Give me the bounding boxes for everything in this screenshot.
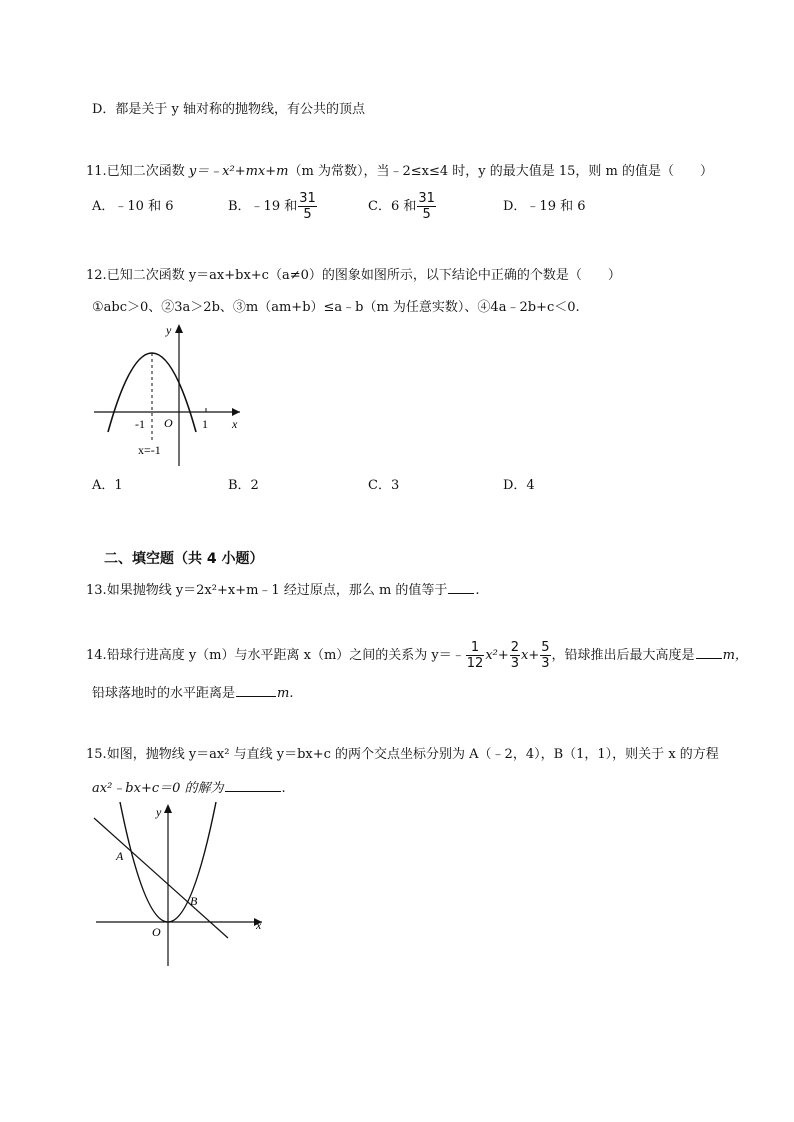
- fraction-denominator: 3: [541, 656, 550, 671]
- q13-number: 13.: [86, 583, 107, 598]
- section-title: 二、填空题（共 4 小题）: [104, 551, 264, 567]
- x-axis-label: x: [256, 918, 262, 932]
- q14-text-pre: 铅球行进高度 y（m）与水平距离 x（m）之间的关系为 y＝﹣: [106, 648, 465, 663]
- q15-text: 如图，抛物线 y＝ax² 与直线 y＝bx+c 的两个交点坐标分别为 A（﹣2，4），B（1，1），则关于 x 的方程: [106, 747, 719, 762]
- q13-answer-blank[interactable]: [448, 580, 474, 594]
- q11-option-d: D．﹣19 和 6: [503, 199, 586, 214]
- q14-answer-blank-2[interactable]: [236, 683, 276, 697]
- origin-label: O: [152, 925, 161, 939]
- q11-option-c-label: C．6 和: [368, 199, 417, 214]
- symmetry-note: x=-1: [138, 443, 161, 457]
- q14-term-2: x+: [521, 648, 540, 663]
- q14-fraction-1: [466, 640, 485, 671]
- fraction-numerator: 31: [418, 191, 435, 206]
- x-axis-arrow-icon: [232, 408, 240, 416]
- q14-line1: [86, 638, 748, 674]
- point-b-label: B: [190, 894, 198, 908]
- q12-conditions: ①abc＞0、②3a＞2b、③m（am+b）≤a﹣b（m 为任意实数）、④4a﹣2b+c＜0.: [92, 300, 580, 315]
- fraction-denominator: 3: [510, 656, 520, 671]
- q11-number: 11.: [86, 164, 107, 179]
- fraction-numerator: 1: [466, 640, 485, 656]
- tick-label-neg1: -1: [135, 417, 145, 431]
- q14-fraction-2: [510, 640, 520, 671]
- fraction-numerator: 2: [510, 640, 520, 655]
- y-axis-arrow-icon: [164, 804, 172, 813]
- q11-option-a: A．﹣10 和 6: [92, 199, 174, 214]
- q12-option-c: C．3: [368, 478, 400, 493]
- q12-stem: [86, 266, 621, 286]
- q11-expression: y＝﹣x²+mx+m: [188, 164, 289, 179]
- q15-equation: ax²﹣bx+c＝0 的解为: [92, 781, 224, 796]
- q11-option-b: [228, 190, 318, 224]
- q14-number: 14.: [86, 648, 107, 663]
- fraction-numerator: 5: [541, 640, 550, 655]
- tick-label-1: 1: [202, 417, 208, 431]
- q11-option-b-label: B．﹣19 和: [228, 199, 298, 214]
- q15-line2: [92, 778, 286, 799]
- point-a-label: A: [116, 849, 124, 863]
- q14-fraction-3: [540, 640, 550, 671]
- fraction-denominator: 5: [303, 207, 312, 222]
- q12-stem-text: 已知二次函数 y＝ax+bx+c（a≠0）的图象如图所示，以下结论中正确的个数是（ ）: [106, 268, 621, 283]
- q15-line1: [86, 745, 719, 765]
- q12-parabola-figure: [90, 320, 250, 470]
- q15-number: 15.: [86, 747, 107, 762]
- fraction-denominator: 5: [422, 207, 431, 222]
- fraction-numerator: 31: [299, 191, 316, 206]
- q10-option-d: D．都是关于 y 轴对称的抛物线，有公共的顶点: [92, 102, 366, 117]
- q13: [86, 580, 480, 601]
- q11-option-c: [368, 190, 437, 224]
- origin-label: O: [164, 416, 173, 430]
- q13-text-end: .: [475, 583, 480, 598]
- q12-option-a: A．1: [92, 478, 123, 493]
- q14-text-mid: ，铅球推出后最大高度是: [551, 648, 695, 663]
- y-axis-label: y: [166, 323, 172, 337]
- q12-number: 12.: [86, 268, 107, 283]
- q12-option-b: B．2: [228, 478, 259, 493]
- q15-text-end: .: [281, 781, 286, 796]
- q14-line2: [92, 683, 293, 704]
- fraction-denominator: 12: [466, 656, 484, 671]
- q11-stem-pre: 已知二次函数: [106, 164, 189, 179]
- y-axis-arrow-icon: [175, 324, 183, 333]
- q14-line2-text: 铅球落地时的水平距离是: [92, 686, 236, 701]
- q14-answer-blank-1[interactable]: [696, 645, 722, 659]
- y-axis-label: y: [156, 805, 162, 819]
- q14-unit-2: m.: [277, 686, 294, 701]
- q11-option-c-fraction: [417, 191, 436, 222]
- q11-stem-mid: （m 为常数），当﹣2≤x≤4 时，y 的最大值是 15，则 m 的值是（ ）: [288, 164, 713, 179]
- q11-stem: [86, 162, 713, 182]
- q12-option-d: D．4: [503, 478, 535, 493]
- q15-figure: [90, 798, 270, 970]
- q15-answer-blank[interactable]: [225, 778, 281, 792]
- q11-option-b-fraction: [298, 191, 317, 222]
- x-axis-label: x: [232, 417, 238, 431]
- q13-text: 如果抛物线 y＝2x²+x+m﹣1 经过原点，那么 m 的值等于: [106, 583, 448, 598]
- q14-unit-1: m，: [722, 648, 748, 663]
- q14-term-1: x²+: [485, 648, 509, 663]
